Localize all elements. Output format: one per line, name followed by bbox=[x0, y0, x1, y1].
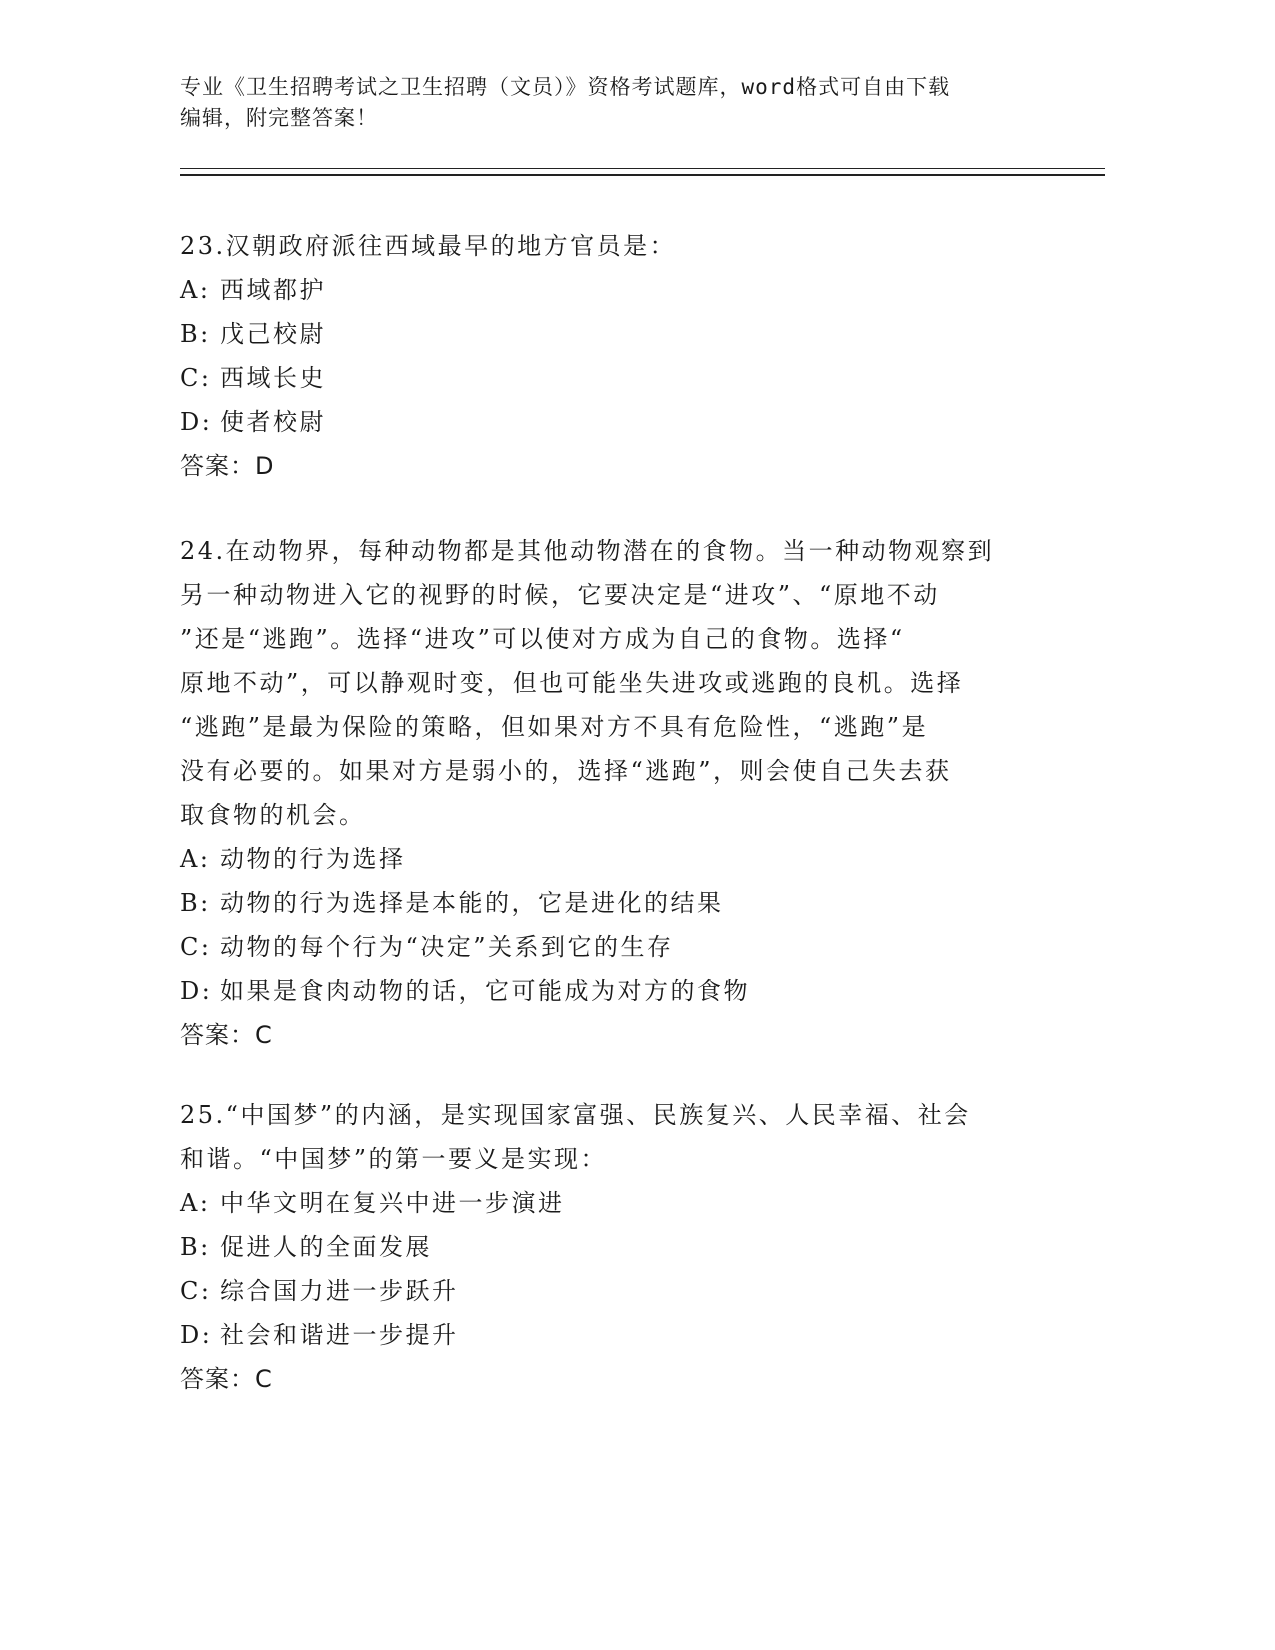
question-stem: 23.汉朝政府派往西域最早的地方官员是： bbox=[180, 232, 677, 260]
answer-line: 答案：C bbox=[180, 1365, 273, 1393]
question-stem-line: 另一种动物进入它的视野的时候，它要决定是“进攻”、“原地不动 bbox=[180, 581, 940, 609]
option-b bbox=[180, 881, 1030, 925]
option-letter: D: bbox=[180, 408, 213, 436]
option-c bbox=[180, 1269, 1030, 1313]
option-letter: A: bbox=[180, 276, 211, 304]
option-letter: C: bbox=[180, 1277, 212, 1305]
option-a bbox=[180, 1181, 1030, 1225]
question-stem-line: 24.在动物界，每种动物都是其他动物潜在的食物。当一种动物观察到 bbox=[180, 537, 995, 565]
option-b bbox=[180, 1225, 1030, 1269]
question-stem-line: 和谐。“中国梦”的第一要义是实现： bbox=[180, 1145, 608, 1173]
question-23 bbox=[180, 224, 1030, 488]
option-text: 社会和谐进一步提升 bbox=[220, 1321, 459, 1349]
option-a bbox=[180, 268, 1030, 312]
option-letter: D: bbox=[180, 977, 213, 1005]
question-stem-line: 原地不动”，可以静观时变，但也可能坐失进攻或逃跑的良机。选择 bbox=[180, 669, 964, 697]
option-b bbox=[180, 312, 1030, 356]
question-25 bbox=[180, 1093, 1030, 1401]
option-text: 西域都护 bbox=[220, 276, 326, 304]
header-divider-bottom bbox=[180, 174, 1105, 176]
option-text: 使者校尉 bbox=[220, 408, 326, 436]
option-letter: B: bbox=[180, 1233, 211, 1261]
option-text: 戊己校尉 bbox=[220, 320, 326, 348]
option-d bbox=[180, 1313, 1030, 1357]
option-text: 动物的行为选择是本能的，它是进化的结果 bbox=[220, 889, 724, 917]
header-line-2: 编辑，附完整答案！ bbox=[180, 106, 378, 130]
question-24 bbox=[180, 529, 1030, 1057]
question-stem-line: ”还是“逃跑”。选择“进攻”可以使对方成为自己的食物。选择“ bbox=[180, 625, 905, 653]
answer-line: 答案：D bbox=[180, 452, 275, 480]
header-line-1: 专业《卫生招聘考试之卫生招聘（文员）》资格考试题库，word格式可自由下载 bbox=[180, 75, 951, 99]
option-letter: A: bbox=[180, 845, 211, 873]
option-d bbox=[180, 400, 1030, 444]
option-a bbox=[180, 837, 1030, 881]
option-text: 动物的每个行为“决定”关系到它的生存 bbox=[220, 933, 674, 961]
option-c bbox=[180, 356, 1030, 400]
option-letter: B: bbox=[180, 889, 211, 917]
option-text: 如果是食肉动物的话，它可能成为对方的食物 bbox=[220, 977, 750, 1005]
option-d bbox=[180, 969, 1030, 1013]
question-stem-line: “逃跑”是最为保险的策略，但如果对方不具有危险性，“逃跑”是 bbox=[180, 713, 929, 741]
question-stem-line: 没有必要的。如果对方是弱小的，选择“逃跑”，则会使自己失去获 bbox=[180, 757, 952, 785]
header-divider-top bbox=[180, 168, 1105, 169]
option-text: 动物的行为选择 bbox=[220, 845, 406, 873]
option-letter: B: bbox=[180, 320, 211, 348]
option-text: 综合国力进一步跃升 bbox=[220, 1277, 459, 1305]
option-text: 中华文明在复兴中进一步演进 bbox=[220, 1189, 565, 1217]
document-header bbox=[180, 72, 1060, 134]
option-letter: A: bbox=[180, 1189, 211, 1217]
option-letter: D: bbox=[180, 1321, 213, 1349]
answer-line: 答案：C bbox=[180, 1021, 273, 1049]
question-stem-line: 取食物的机会。 bbox=[180, 801, 366, 829]
option-text: 西域长史 bbox=[220, 364, 326, 392]
question-stem-line: 25.“中国梦”的内涵，是实现国家富强、民族复兴、人民幸福、社会 bbox=[180, 1101, 971, 1129]
option-text: 促进人的全面发展 bbox=[220, 1233, 432, 1261]
option-letter: C: bbox=[180, 364, 212, 392]
option-letter: C: bbox=[180, 933, 212, 961]
option-c bbox=[180, 925, 1030, 969]
